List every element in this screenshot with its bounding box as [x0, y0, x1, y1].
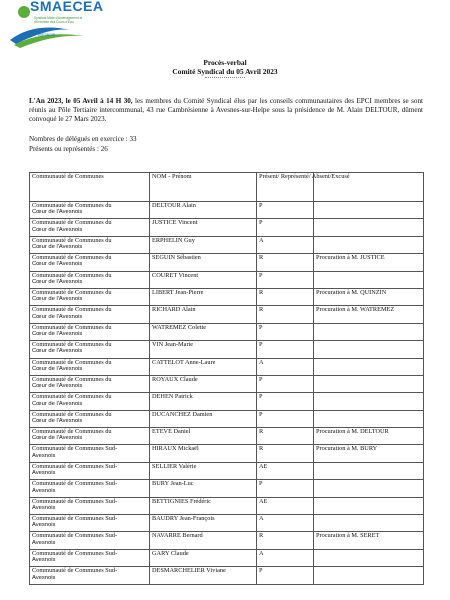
community-line2: Cœur de l'Avesnois	[32, 278, 83, 285]
table-row	[30, 254, 424, 271]
row-status: P	[257, 480, 314, 497]
community-line2: Cœur de l'Avesnois	[32, 313, 83, 320]
row-name: SELLIER Valérie	[150, 462, 257, 479]
community-line1: Communauté de Communes du	[32, 202, 112, 209]
table-row	[30, 462, 424, 479]
row-proxy	[314, 515, 424, 532]
row-name: SEGUIN Sébastien	[150, 254, 257, 271]
table-row	[30, 393, 424, 410]
community-line1: Communauté de Communes Sud-	[32, 480, 118, 488]
row-proxy: Procuration à M. QUINZIN	[314, 288, 424, 305]
table-row	[30, 410, 424, 427]
attendance-table	[29, 172, 424, 585]
community-line1: Communauté de Communes du	[32, 428, 112, 436]
community-line2: Avesnois	[32, 504, 56, 511]
community-line2: Cœur de l'Avesnois	[32, 400, 83, 407]
row-proxy: Procuration à M. WATREMEZ	[314, 306, 424, 323]
row-community	[30, 497, 150, 514]
row-name: DESMARCHELIER Viviane	[150, 567, 257, 584]
row-community	[30, 393, 150, 410]
community-line1: Communauté de Communes du	[32, 323, 112, 331]
row-proxy	[314, 393, 424, 410]
row-community	[30, 236, 150, 253]
table-row	[30, 306, 424, 323]
logo-name: SMAECEA	[30, 0, 104, 14]
community-line1: Communauté de Communes du	[32, 358, 112, 366]
community-line1: Communauté de Communes du	[32, 271, 112, 279]
community-line1: Communauté de Communes Sud-	[32, 515, 118, 523]
logo-subtitle: Syndicat Mixte d'Aménagement et d'Entretien des Cours d'Eau	[34, 16, 83, 24]
row-status: P	[257, 393, 314, 410]
document-title: Comité Syndical du 05 Avril 2023	[172, 67, 278, 76]
community-line2: Cœur de l'Avesnois	[32, 296, 83, 303]
row-proxy: Procuration à M. JUSTICE	[314, 254, 424, 271]
logo-place: AVESNOIS	[38, 33, 56, 37]
community-line2: Cœur de l'Avesnois	[32, 435, 83, 442]
row-name: DEHEN Patrick	[150, 393, 257, 410]
row-name: VIN Jean-Marie	[150, 341, 257, 358]
row-status: R	[257, 532, 314, 549]
community-line2: Avesnois	[32, 522, 56, 529]
community-line1: Communauté de Communes du	[32, 288, 112, 296]
row-status: A	[257, 515, 314, 532]
row-community	[30, 445, 150, 462]
row-status: A	[257, 549, 314, 566]
intro-text: les membres du Comité Syndical élus par les conseils communautaires des EPCI membres se sont réunis au Pôle Tertiaire intercommunal, 43 rue Cambrésienne à Avesnes-sur-Helpe sous la présidence de M. Alain DELTOUR, dûment convoqué le 27 Mars 2023.	[29, 97, 423, 124]
table-row	[30, 515, 424, 532]
row-status: R	[257, 428, 314, 445]
row-community	[30, 288, 150, 305]
community-line1: Communauté de Communes du	[32, 410, 112, 418]
present-count: Présents ou représentés : 26	[29, 145, 108, 153]
table-row	[30, 567, 424, 584]
row-status: R	[257, 445, 314, 462]
table-row	[30, 497, 424, 514]
community-line1: Communauté de Communes du	[32, 306, 112, 314]
row-status: P	[257, 410, 314, 427]
row-community	[30, 306, 150, 323]
row-status: P	[257, 202, 314, 219]
row-proxy	[314, 410, 424, 427]
row-community	[30, 254, 150, 271]
table-row	[30, 549, 424, 566]
row-community	[30, 271, 150, 288]
row-proxy: Procuration à M. BURY	[314, 445, 424, 462]
row-name: GARY Claude	[150, 549, 257, 566]
community-line1: Communauté de Communes du	[32, 254, 112, 262]
row-proxy	[314, 358, 424, 375]
table-row	[30, 375, 424, 392]
row-community	[30, 410, 150, 427]
row-name: BURY Jean-Luc	[150, 480, 257, 497]
row-name: ETEVE Daniel	[150, 428, 257, 445]
row-proxy	[314, 271, 424, 288]
delegates-count: Nombres de délégués en exercice : 33	[29, 135, 137, 143]
row-proxy	[314, 323, 424, 340]
community-line2: Avesnois	[32, 470, 56, 477]
community-line2: Avesnois	[32, 452, 56, 459]
table-row	[30, 271, 424, 288]
smaecea-logo	[4, 0, 104, 50]
community-line1: Communauté de Communes Sud-	[32, 549, 118, 557]
community-line1: Communauté de Communes du	[32, 375, 112, 383]
table-row	[30, 532, 424, 549]
table-row	[30, 219, 424, 236]
row-status: P	[257, 271, 314, 288]
row-proxy	[314, 341, 424, 358]
row-community	[30, 428, 150, 445]
community-line2: Cœur de l'Avesnois	[32, 244, 83, 251]
row-community	[30, 515, 150, 532]
intro-date: L'An 2023, le 05 Avril à 14 H 30,	[29, 97, 133, 105]
row-proxy	[314, 497, 424, 514]
community-line2: Cœur de l'Avesnois	[32, 209, 83, 216]
community-line1: Communauté de Communes du	[32, 393, 112, 401]
intro-paragraph	[29, 97, 423, 125]
row-community	[30, 219, 150, 236]
row-name: CATTELOT Anne-Laure	[150, 358, 257, 375]
row-status: R	[257, 288, 314, 305]
community-line2: Avesnois	[32, 539, 56, 546]
table-row	[30, 341, 424, 358]
row-name: HIRAUX Mickaël	[150, 445, 257, 462]
table-row	[30, 445, 424, 462]
row-proxy	[314, 567, 424, 584]
table-row	[30, 358, 424, 375]
table-row	[30, 236, 424, 253]
row-status: AE	[257, 462, 314, 479]
row-community	[30, 462, 150, 479]
community-line1: Communauté de Communes Sud-	[32, 532, 118, 540]
row-community	[30, 375, 150, 392]
community-line2: Cœur de l'Avesnois	[32, 365, 83, 372]
row-name: DUCANCHEZ Damien	[150, 410, 257, 427]
community-line2: Cœur de l'Avesnois	[32, 331, 83, 338]
row-proxy: Procuration à M. DELTOUR	[314, 428, 424, 445]
title-divider	[205, 77, 245, 78]
row-proxy	[314, 549, 424, 566]
community-line2: Cœur de l'Avesnois	[32, 417, 83, 424]
row-status: P	[257, 375, 314, 392]
row-community	[30, 323, 150, 340]
row-community	[30, 358, 150, 375]
row-proxy	[314, 480, 424, 497]
row-status: A	[257, 358, 314, 375]
row-status: R	[257, 254, 314, 271]
table-row	[30, 288, 424, 305]
community-line1: Communauté de Communes Sud-	[32, 445, 118, 453]
row-name: LIBERT Jean-Pierre	[150, 288, 257, 305]
row-name: BAUDRY Jean-François	[150, 515, 257, 532]
row-proxy: Procuration à M. SERET	[314, 532, 424, 549]
row-status: P	[257, 323, 314, 340]
row-name: NAVARRE Bernard	[150, 532, 257, 549]
row-status: P	[257, 341, 314, 358]
row-community	[30, 202, 150, 219]
community-line1: Communauté de Communes du	[32, 219, 112, 227]
row-name: DELTOUR Alain	[150, 202, 257, 219]
row-name: RICHARD Alain	[150, 306, 257, 323]
row-status: A	[257, 236, 314, 253]
document-type: Procès-verbal	[203, 58, 247, 67]
table-row	[30, 428, 424, 445]
community-line1: Communauté de Communes Sud-	[32, 567, 118, 575]
row-community	[30, 567, 150, 584]
row-proxy	[314, 462, 424, 479]
community-line2: Avesnois	[32, 487, 56, 494]
community-line2: Cœur de l'Avesnois	[32, 348, 83, 355]
row-name: ERPHELIN Guy	[150, 236, 257, 253]
row-proxy	[314, 375, 424, 392]
community-line2: Cœur de l'Avesnois	[32, 261, 83, 268]
community-line2: Cœur de l'Avesnois	[32, 226, 83, 233]
row-status: AE	[257, 497, 314, 514]
row-name: WATREMEZ Colette	[150, 323, 257, 340]
community-line1: Communauté de Communes du	[32, 236, 112, 244]
row-community	[30, 532, 150, 549]
row-name: BETTIGNIES Frédéric	[150, 497, 257, 514]
row-proxy	[314, 202, 424, 219]
row-community	[30, 549, 150, 566]
row-name: ROYAUX Claude	[150, 375, 257, 392]
row-name: COURET Vincent	[150, 271, 257, 288]
table-row	[30, 323, 424, 340]
row-proxy	[314, 219, 424, 236]
row-community	[30, 480, 150, 497]
table-row	[30, 480, 424, 497]
row-status: P	[257, 567, 314, 584]
row-status: R	[257, 306, 314, 323]
row-community	[30, 341, 150, 358]
community-line2: Cœur de l'Avesnois	[32, 383, 83, 390]
table-header-row	[30, 173, 424, 202]
community-line1: Communauté de Communes Sud-	[32, 497, 118, 505]
community-line2: Avesnois	[32, 574, 56, 581]
table-row	[30, 202, 424, 219]
row-proxy	[314, 236, 424, 253]
header-status: Présent/ Représenté/ Absent/Excusé	[257, 173, 314, 202]
header-name: NOM - Prénom	[150, 173, 257, 202]
header-community: Communauté de Communes	[30, 173, 150, 202]
row-name: JUSTICE Vincent	[150, 219, 257, 236]
community-line2: Avesnois	[32, 557, 56, 564]
row-status: P	[257, 219, 314, 236]
community-line1: Communauté de Communes du	[32, 341, 112, 349]
community-line1: Communauté de Communes Sud-	[32, 462, 118, 470]
